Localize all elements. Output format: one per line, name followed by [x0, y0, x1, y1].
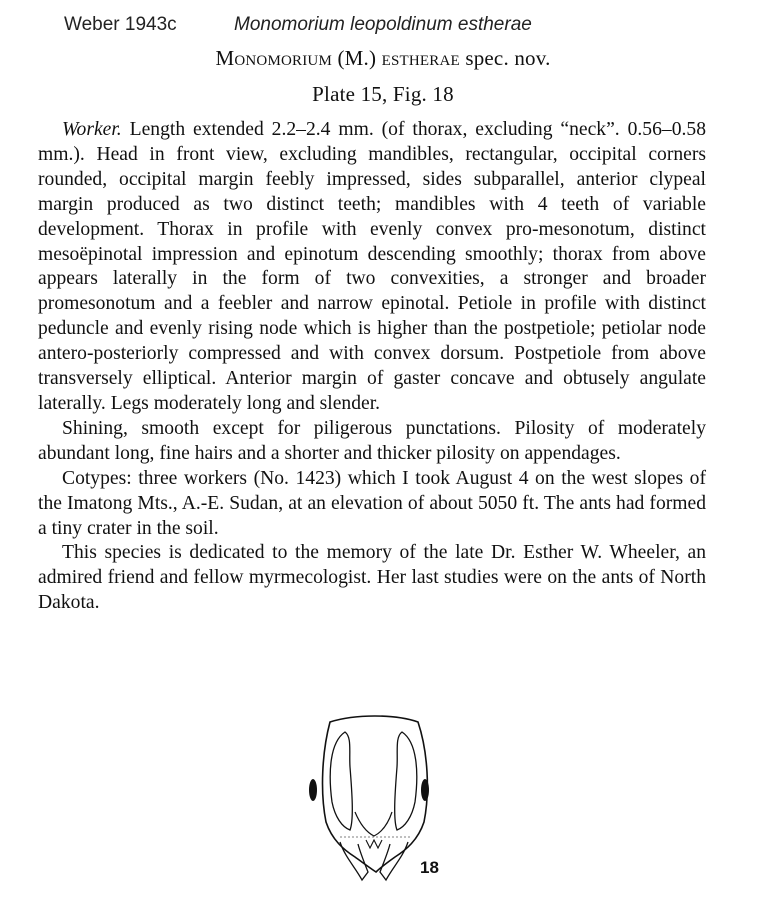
- description-title: [0, 46, 766, 71]
- plate-reference: Plate 15, Fig. 18: [312, 82, 454, 106]
- genus-name: Monomorium: [215, 46, 332, 70]
- description-body: [38, 118, 706, 616]
- citation-reference: Weber 1943c: [64, 14, 177, 35]
- right-eye: [421, 779, 429, 801]
- paragraph-lead: Worker.: [62, 119, 122, 140]
- paragraph-text: This species is dedicated to the memory of the late Dr. Esther W. Wheeler, an admired friend and fellow myrmecologist. Her last studies were on the ants of North Dakota.: [38, 542, 706, 614]
- paragraph-worker: [38, 118, 706, 417]
- paragraph-cotypes: [38, 467, 706, 542]
- left-antenna: [330, 732, 352, 830]
- subgenus-name: (M.): [337, 46, 377, 70]
- species-designation: spec. nov.: [465, 46, 551, 70]
- species-epithet: estherae: [381, 46, 460, 70]
- paragraph-dedication: [38, 541, 706, 616]
- clypeal-teeth: [366, 840, 382, 848]
- right-antenna: [395, 732, 417, 830]
- figure-number: 18: [420, 858, 439, 877]
- page-header: [0, 10, 766, 40]
- clypeus: [355, 812, 392, 836]
- paragraph-text: Cotypes: three workers (No. 1423) which I took August 4 on the west slopes of the Imatong Mts., A.-E. Sudan, at an elevation of about 5050 ft. The ants had formed a tiny crater in the soil.: [38, 467, 706, 539]
- left-eye: [309, 779, 317, 801]
- paragraph-sculpture: [38, 417, 706, 467]
- species-name-header: Monomorium leopoldinum estherae: [234, 14, 532, 35]
- right-mandible: [380, 842, 408, 880]
- paragraph-text: Length extended 2.2–2.4 mm. (of thorax, excluding “neck”. 0.56–0.58 mm.). Head in front view, excluding mandibles, rectangular, occipital corners rounded, occipital margin feebly impressed, sides subparallel, anterior clypeal margin produced as two distinct teeth; mandibles with 4 teeth of variable development. Thorax in profile with evenly convex pro-mesonotum, distinct mesoëpinotal impression and epinotum descending smoothly; thorax from above appears laterally in the form of two convexities, a stronger and broader promesonotum and a feebler and narrow epinotal. Petiole in profile with distinct peduncle and evenly rising node which is higher than the postpetiole; petiolar node antero-posteriorly compressed and with convex dorsum. Postpetiole from above transversely elliptical. Anterior margin of gaster concave and obtusely angulate laterally. Legs moderately long and slender.: [38, 119, 706, 414]
- paragraph-text: Shining, smooth except for piligerous punctations. Pilosity of moderately abundant long, fine hairs and a shorter and thicker pilosity on appendages.: [38, 417, 706, 464]
- left-mandible: [340, 842, 368, 880]
